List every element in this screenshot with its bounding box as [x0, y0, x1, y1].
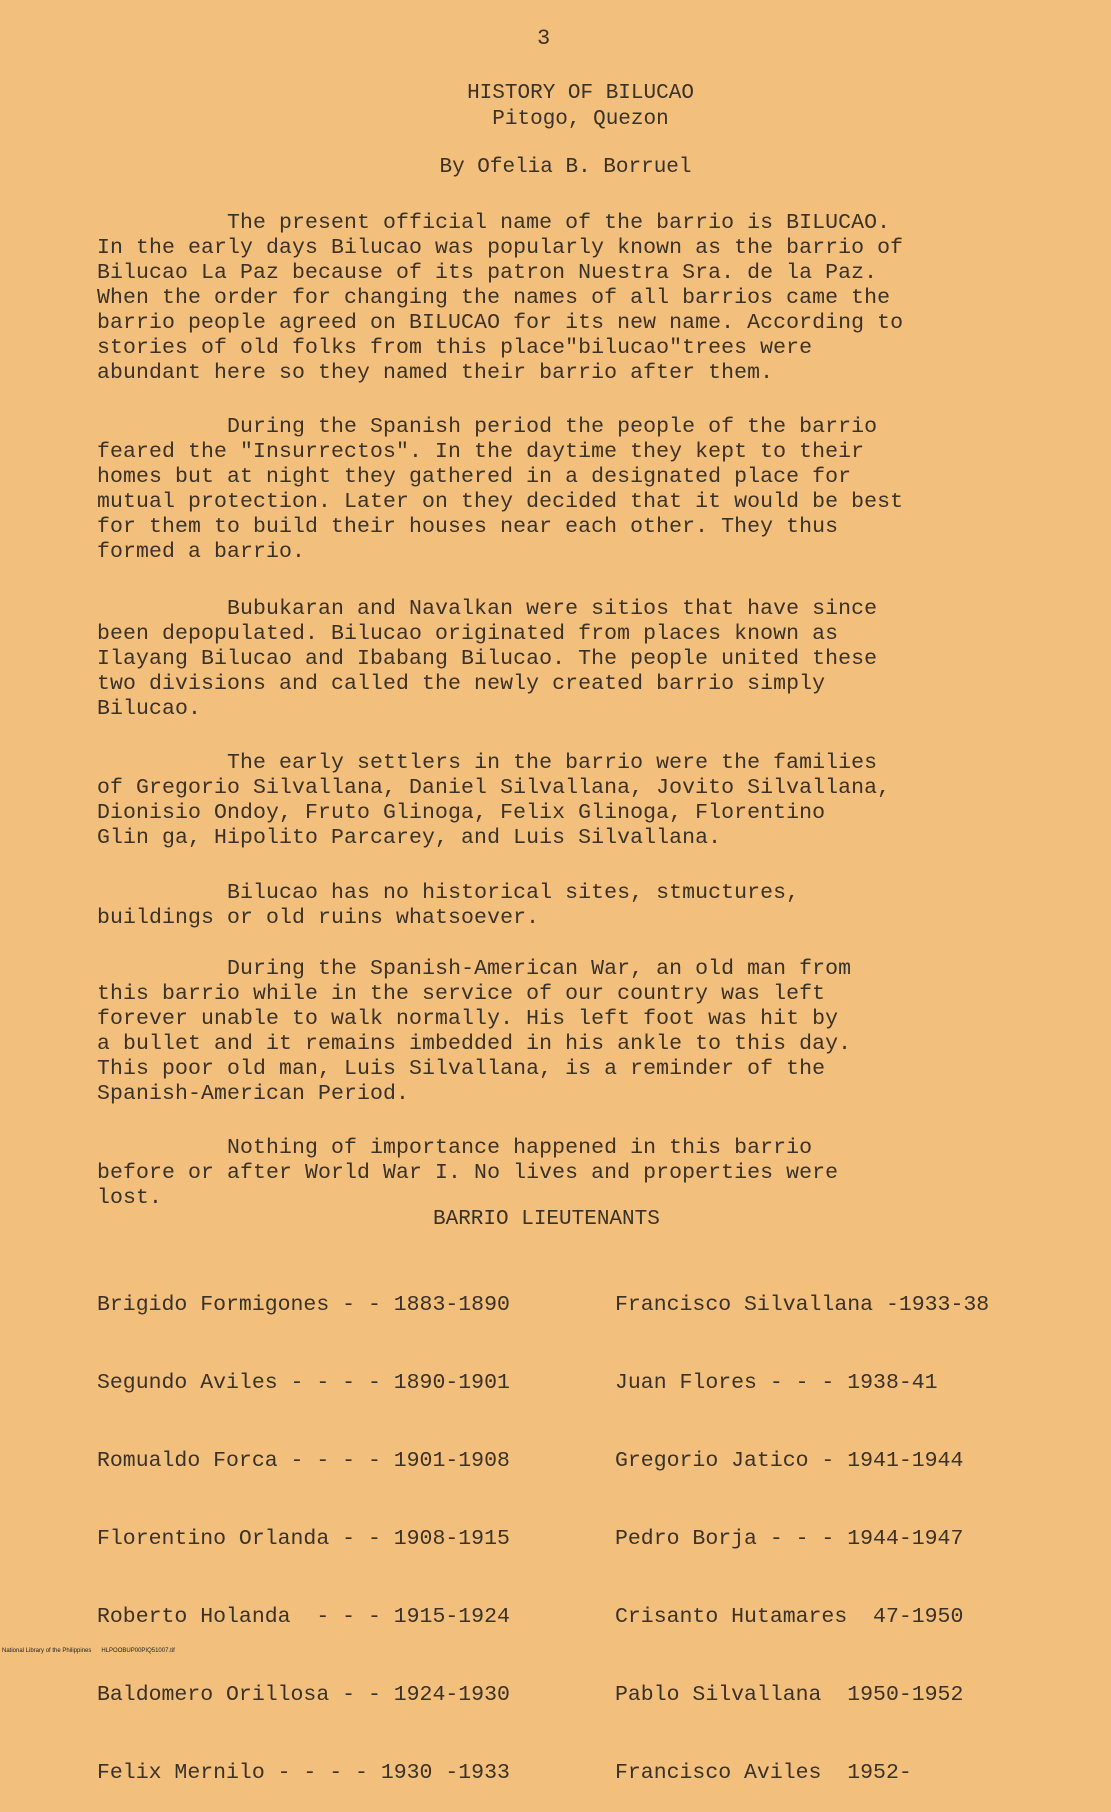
- paragraph-spanish-american-war: During the Spanish-American War, an old man from this barrio while in the service of our country was left forever unable to walk normally. His left foot was hit by a bullet and it remains imbedded in his ankle to this day. This poor old man, Luis Silvallana, is a reminder of the Spanish-American Period.: [97, 957, 852, 1106]
- lieutenant-entry: Brigido Formigones - - 1883-1890: [97, 1293, 510, 1317]
- paragraph-world-war-one: Nothing of importance happened in this barrio before or after World War I. No lives and properties were lost.: [97, 1136, 839, 1210]
- page-number: 3: [537, 26, 551, 51]
- document-author: By Ofelia B. Borruel: [439, 156, 692, 179]
- archive-footer: National Library of the Philippines HLPOOBUP00PIQ51007.tif: [2, 1648, 175, 1654]
- lieutenant-entry: Juan Flores - - - 1938-41: [615, 1371, 938, 1395]
- paragraph-historical-sites: Bilucao has no historical sites, stmuctures, buildings or old ruins whatsoever.: [97, 881, 800, 930]
- lieutenant-entry: Roberto Holanda - - - 1915-1924: [97, 1605, 510, 1629]
- lieutenant-entry: Segundo Aviles - - - - 1890-1901: [97, 1371, 510, 1395]
- document-location: Pitogo, Quezon: [492, 108, 669, 131]
- lieutenant-entry: Romualdo Forca - - - - 1901-1908: [97, 1449, 510, 1473]
- lieutenant-entry: Pedro Borja - - - 1944-1947: [615, 1527, 964, 1551]
- lieutenant-entry: Baldomero Orillosa - - 1924-1930: [97, 1683, 510, 1707]
- lieutenant-entry: Crisanto Hutamares 47-1950: [615, 1605, 964, 1629]
- lieutenant-entry: Francisco Aviles 1952-: [615, 1761, 912, 1785]
- lieutenants-heading: BARRIO LIEUTENANTS: [433, 1208, 660, 1231]
- lieutenants-list-left: [97, 1240, 510, 1812]
- lieutenant-entry: Florentino Orlanda - - 1908-1915: [97, 1527, 510, 1551]
- lieutenant-entry: Pablo Silvallana 1950-1952: [615, 1683, 964, 1707]
- lieutenant-entry: Francisco Silvallana -1933-38: [615, 1293, 990, 1317]
- lieutenants-list-right: [615, 1240, 989, 1812]
- paragraph-spanish-period: During the Spanish period the people of the barrio feared the "Insurrectos". In the daytime they kept to their homes but at night they gathered in a designated place for mutual protection. Later on they decided that it would be best for them to build their houses near each other. They thus formed a barrio.: [97, 415, 904, 564]
- document-title: HISTORY OF BILUCAO: [467, 82, 694, 105]
- lieutenant-entry: Gregorio Jatico - 1941-1944: [615, 1449, 964, 1473]
- paragraph-sitios: Bubukaran and Navalkan were sitios that have since been depopulated. Bilucao originated from places known as Ilayang Bilucao and Ibabang Bilucao. The people united these two divisions and called the newly created barrio simply Bilucao.: [97, 597, 878, 721]
- paragraph-official-name: The present official name of the barrio is BILUCAO. In the early days Bilucao was popularly known as the barrio of Bilucao La Paz because of its patron Nuestra Sra. de la Paz. When the order for changing the names of all barrios came the barrio people agreed on BILUCAO for its new name. According to stories of old folks from this place"bilucao"trees were abundant here so they named their barrio after them.: [97, 211, 904, 385]
- lieutenant-entry: Felix Mernilo - - - - 1930 -1933: [97, 1761, 510, 1785]
- paragraph-early-settlers: The early settlers in the barrio were the families of Gregorio Silvallana, Daniel Silvallana, Jovito Silvallana, Dionisio Ondoy, Fruto Glinoga, Felix Glinoga, Florentino Glin ga, Hipolito Parcarey, and Luis Silvallana.: [97, 751, 891, 850]
